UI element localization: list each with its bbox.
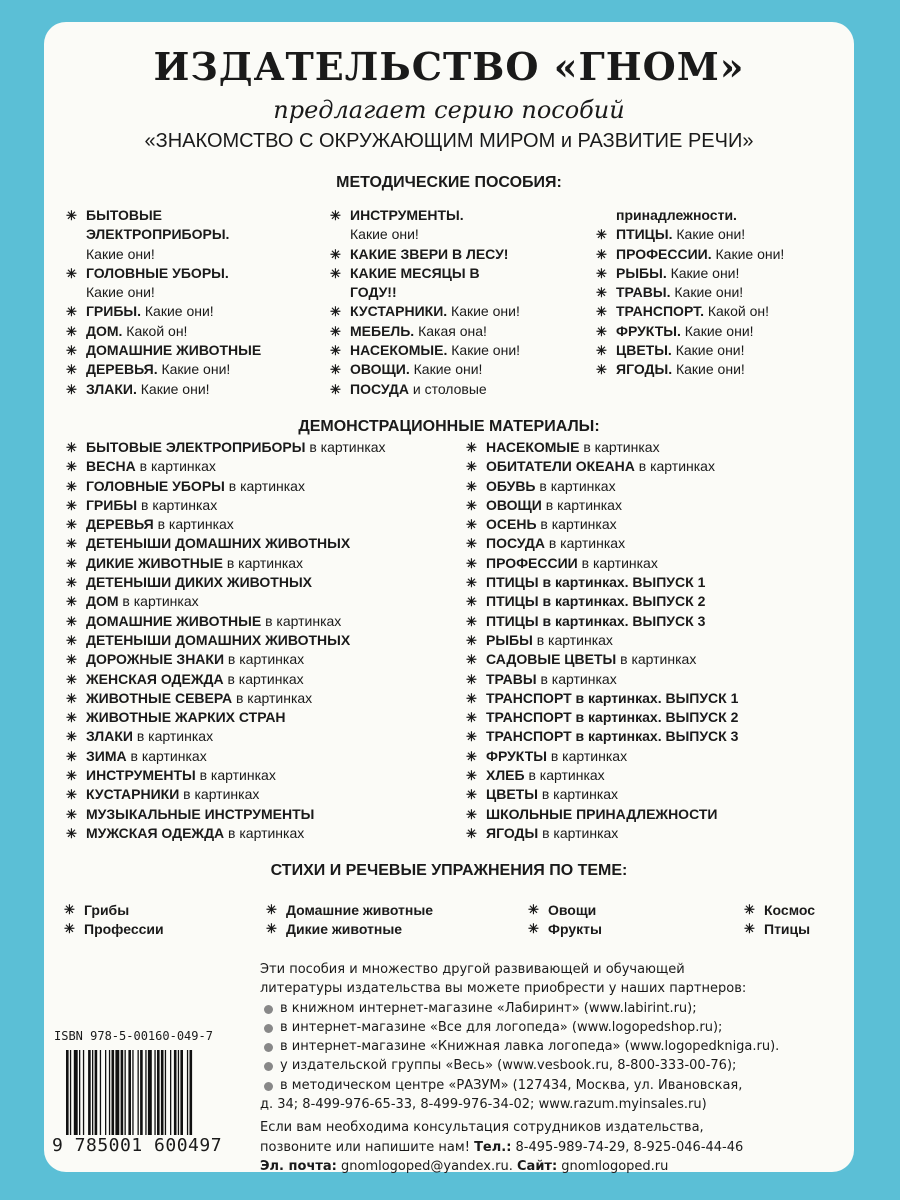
item-title: КУСТАРНИКИ. [350, 303, 448, 320]
barcode-bar [79, 1050, 80, 1140]
item-suffix: Какие они! [672, 361, 745, 378]
item-suffix: в картинках [135, 458, 216, 475]
list-item [64, 727, 464, 746]
item-suffix: Какие они! [350, 226, 419, 243]
item-title: ЦВЕТЫ [486, 786, 538, 803]
barcode-bar [70, 1050, 71, 1140]
item-suffix: в картинках [224, 651, 305, 668]
list-item [64, 612, 464, 631]
list-item [64, 360, 324, 379]
list-item [594, 341, 854, 360]
item-title: ОБУВЬ [486, 477, 536, 494]
list-item [594, 322, 854, 341]
item-title: ЯГОДЫ. [616, 361, 673, 378]
list-item [464, 592, 854, 611]
item-title: ТРАНСПОРТ в картинках. ВЫПУСК 3 [486, 728, 739, 745]
list-item [464, 573, 854, 592]
poem-item: ✳ Птицы [744, 921, 810, 937]
list-item [64, 206, 324, 264]
item-suffix: в картинках [537, 786, 619, 803]
item-title: ДЕТЕНЫШИ ДИКИХ ЖИВОТНЫХ [86, 574, 312, 591]
isbn: ISBN 978-5-00160-049-7 [54, 1029, 213, 1043]
item-suffix: в картинках [195, 767, 276, 784]
item-suffix: Какие они! [409, 361, 483, 378]
item-suffix: Какой он! [703, 303, 769, 320]
item-suffix: в картинках [536, 516, 617, 533]
list-item [64, 670, 464, 689]
list-item [464, 708, 854, 727]
item-title: ПОСУДА [486, 535, 545, 552]
barcode-bar [178, 1050, 179, 1140]
list-item [464, 670, 854, 689]
list-item [64, 534, 464, 553]
list-item [328, 360, 608, 379]
item-title: ГРИБЫ. [86, 303, 141, 320]
item-title: ТРАВЫ [486, 670, 537, 687]
item-suffix: в картинках [232, 689, 313, 706]
item-title: ОВОЩИ. [350, 361, 410, 378]
item-title: ТРАНСПОРТ в картинках. ВЫПУСК 1 [486, 689, 739, 706]
list-item [328, 380, 608, 399]
partner-item-continuation: д. 34; 8-499-976-65-33, 8-499-976-34-02; www.razum.myinsales.ru) [260, 1097, 707, 1113]
list-item [464, 534, 854, 553]
item-title: РЫБЫ [486, 631, 533, 648]
poem-item: ✳ Грибы [64, 902, 129, 918]
item-title: НАСЕКОМЫЕ. [350, 342, 448, 359]
list-item [594, 225, 854, 244]
item-suffix: Какие они! [711, 245, 785, 262]
list-item [464, 727, 854, 746]
publisher-title: ИЗДАТЕЛЬСТВО «ГНОМ» [153, 44, 745, 89]
poem-item: ✳ Дикие животные [266, 921, 402, 937]
tel-label: Тел.: [474, 1139, 512, 1155]
item-title: ФРУКТЫ [486, 747, 547, 764]
barcode-bar [140, 1050, 143, 1140]
item-title: ОБИТАТЕЛИ ОКЕАНА [486, 458, 635, 475]
barcode-bar [154, 1050, 155, 1140]
barcode-bar [100, 1050, 101, 1140]
list-item [464, 785, 854, 804]
barcode [62, 1050, 240, 1146]
barcode-bar [105, 1050, 106, 1140]
list-item [328, 341, 608, 360]
methodical-column-3 [594, 206, 854, 380]
poem-item: ✳ Овощи [528, 902, 596, 918]
email-label: Эл. почта: [260, 1158, 337, 1174]
list-item [594, 302, 854, 321]
item-suffix: Какие они! [666, 264, 740, 281]
item-suffix: в картинках [524, 767, 605, 784]
list-item [64, 496, 464, 515]
series-title: «ЗНАКОМСТВО С ОКРУЖАЮЩИМ МИРОМ и РАЗВИТИЕ РЕЧИ» [144, 130, 754, 152]
item-title: ПТИЦЫ в картинках. ВЫПУСК 1 [486, 574, 706, 591]
list-item [64, 573, 464, 592]
barcode-bar [170, 1050, 171, 1140]
list-item [64, 302, 324, 321]
barcode-bar [174, 1050, 177, 1140]
item-suffix: Какие они! [671, 342, 745, 359]
item-title: ЖИВОТНЫЕ СЕВЕРА [86, 689, 233, 706]
item-title: ПРОФЕССИИ [486, 554, 578, 571]
item-title: ЗИМА [86, 747, 127, 764]
item-title: ДОМАШНИЕ ЖИВОТНЫЕ [86, 342, 262, 359]
partners-info [260, 960, 840, 1176]
item-title: КУСТАРНИКИ [86, 786, 180, 803]
item-suffix: в картинках [222, 554, 304, 571]
item-title: ДЕРЕВЬЯ [86, 516, 154, 533]
list-item [64, 554, 464, 573]
list-item [64, 785, 464, 804]
item-title: ГОЛОВНЫЕ УБОРЫ. [86, 264, 229, 281]
item-title: КАКИЕ ЗВЕРИ В ЛЕСУ! [350, 245, 509, 262]
list-item [64, 515, 464, 534]
barcode-bar [148, 1050, 152, 1140]
item-suffix: Какие они! [141, 303, 214, 320]
item-title: ДОМАШНИЕ ЖИВОТНЫЕ [86, 612, 262, 629]
list-item [64, 631, 464, 650]
item-suffix: в картинках [153, 516, 234, 533]
subtitle: предлагает серию пособий [273, 96, 625, 124]
list-item [64, 747, 464, 766]
item-suffix: Какой он! [122, 322, 188, 339]
barcode-bar [121, 1050, 124, 1140]
item-suffix: в картинках [132, 728, 214, 745]
item-suffix: в картинках [224, 824, 305, 841]
list-item [464, 747, 854, 766]
list-item [464, 496, 854, 515]
item-suffix: Какие они! [86, 245, 155, 262]
item-suffix: Какие они! [157, 361, 231, 378]
info-text: Эти пособия и множество другой развивающей и обучающей [260, 962, 685, 977]
back-cover [44, 22, 854, 1172]
list-item [64, 766, 464, 785]
item-suffix: Какие они! [680, 322, 754, 339]
item-title: ДЕТЕНЫШИ ДОМАШНИХ ЖИВОТНЫХ [86, 535, 351, 552]
item-title: ПОСУДА [350, 380, 409, 397]
item-title: НАСЕКОМЫЕ [486, 439, 580, 455]
item-suffix: в картинках [223, 670, 304, 687]
info-text: позвоните или напишите нам! [260, 1139, 470, 1155]
list-item [328, 206, 608, 245]
barcode-bar [109, 1050, 110, 1140]
item-title: САДОВЫЕ ЦВЕТЫ [486, 651, 617, 668]
item-suffix: в картинках [305, 439, 386, 455]
email-value: gnomlogoped@yandex.ru. [336, 1158, 513, 1174]
item-title: ДОРОЖНЫЕ ЗНАКИ [86, 651, 225, 668]
item-suffix: в картинках [137, 496, 218, 513]
barcode-bar [66, 1050, 69, 1140]
item-title: ПТИЦЫ. [616, 226, 673, 243]
item-suffix: Какие они! [447, 303, 520, 320]
item-title: ТРАВЫ. [616, 284, 671, 301]
barcode-bar [115, 1050, 119, 1140]
list-item [64, 322, 324, 341]
barcode-bar [128, 1050, 131, 1140]
barcode-bar [157, 1050, 160, 1140]
item-title: ДЕТЕНЫШИ ДОМАШНИХ ЖИВОТНЫХ [86, 631, 351, 648]
list-item [64, 457, 464, 476]
item-suffix: в картинках [126, 747, 207, 764]
list-item [464, 477, 854, 496]
demo-column-1 [64, 438, 464, 843]
contact-line [260, 1157, 840, 1176]
barcode-bar [112, 1050, 115, 1140]
item-title: ВЕСНА [86, 458, 136, 475]
list-item [464, 631, 854, 650]
item-title: ШКОЛЬНЫЕ ПРИНАДЛЕЖНОСТИ [486, 805, 718, 822]
methodical-column-1 [64, 206, 324, 399]
barcode-bar [92, 1050, 93, 1140]
barcode-bar [190, 1050, 193, 1140]
poem-item: ✳ Профессии [64, 921, 164, 937]
item-title: МУЖСКАЯ ОДЕЖДА [86, 824, 225, 841]
barcode-bar [161, 1050, 164, 1140]
list-item [464, 824, 854, 843]
barcode-bar [88, 1050, 91, 1140]
list-item [594, 360, 854, 379]
list-item [464, 515, 854, 534]
list-item-continuation: принадлежности. [616, 207, 737, 223]
item-suffix: Какая она! [414, 322, 487, 339]
barcode-bar [132, 1050, 133, 1140]
poem-item: ✳ Домашние животные [266, 902, 433, 918]
list-item [64, 689, 464, 708]
item-suffix: в картинках [546, 747, 628, 764]
item-title: ПТИЦЫ в картинках. ВЫПУСК 3 [486, 612, 706, 629]
item-suffix: Какие они! [86, 284, 155, 301]
barcode-bar [145, 1050, 146, 1140]
item-suffix: в картинках [541, 496, 622, 513]
item-title: МУЗЫКАЛЬНЫЕ ИНСТРУМЕНТЫ [86, 805, 315, 822]
info-text: литературы издательства вы можете приобрести у наших партнеров: [260, 981, 747, 997]
demo-column-2 [464, 438, 854, 843]
item-title: МЕБЕЛЬ. [350, 322, 415, 339]
item-title: РЫБЫ. [616, 264, 667, 281]
barcode-bar [83, 1050, 84, 1140]
item-title: ХЛЕБ [486, 767, 525, 784]
item-title: ЗЛАКИ. [86, 380, 137, 397]
partner-item: у издательской группы «Весь» (www.vesbook.ru, 8-800-333-00-76); [260, 1056, 840, 1075]
list-item [64, 824, 464, 843]
item-suffix: в картинках [261, 612, 342, 629]
site-value: gnomlogoped.ru [557, 1158, 669, 1174]
item-title: ФРУКТЫ. [616, 322, 681, 339]
barcode-bar [187, 1050, 188, 1140]
list-item [64, 438, 464, 457]
item-title: ДОМ. [86, 322, 123, 339]
list-item [464, 438, 854, 457]
item-title: ОВОЩИ [486, 496, 542, 513]
item-suffix: в картинках [544, 535, 626, 552]
item-suffix: в картинках [224, 477, 305, 494]
item-title: ЖИВОТНЫЕ ЖАРКИХ СТРАН [86, 709, 286, 726]
list-item [328, 264, 608, 303]
barcode-bar [180, 1050, 183, 1140]
item-suffix: Какие они! [672, 226, 746, 243]
list-item [464, 457, 854, 476]
item-title: ТРАНСПОРТ. [616, 303, 704, 320]
item-title: КАКИЕ МЕСЯЦЫ В ГОДУ!! [350, 264, 480, 301]
list-item [464, 650, 854, 669]
item-title: ТРАНСПОРТ в картинках. ВЫПУСК 2 [486, 709, 739, 726]
item-suffix: в картинках [616, 651, 697, 668]
list-item [464, 766, 854, 785]
item-title: ДЕРЕВЬЯ. [86, 361, 158, 378]
list-item [64, 805, 464, 824]
item-title: ИНСТРУМЕНТЫ [86, 767, 196, 784]
list-item [464, 805, 854, 824]
barcode-bar [74, 1050, 78, 1140]
tel-value: 8-495-989-74-29, 8-925-046-44-46 [511, 1139, 744, 1155]
item-title: ЯГОДЫ [486, 824, 539, 841]
barcode-bar [165, 1050, 166, 1140]
item-title: ДОМ [86, 593, 119, 610]
list-item [328, 322, 608, 341]
contact-line [260, 1138, 840, 1157]
poems-heading: СТИХИ И РЕЧЕВЫЕ УПРАЖНЕНИЯ ПО ТЕМЕ: [270, 862, 628, 879]
list-item [64, 341, 324, 360]
item-suffix: Какие они! [136, 380, 210, 397]
list-item [64, 264, 324, 303]
partner-item: в методическом центре «РАЗУМ» (127434, Москва, ул. Ивановская, [260, 1076, 840, 1095]
item-title: ОСЕНЬ [486, 516, 537, 533]
partner-item: в книжном интернет-магазине «Лабиринт» (www.labirint.ru); [260, 999, 840, 1018]
item-suffix: в картинках [535, 477, 616, 494]
item-suffix: Какие они! [447, 342, 521, 359]
poem-item: ✳ Космос [744, 902, 815, 918]
item-title: ЗЛАКИ [86, 728, 133, 745]
list-item [594, 283, 854, 302]
item-suffix: в картинках [634, 458, 715, 475]
list-item [64, 477, 464, 496]
item-title: ЦВЕТЫ. [616, 342, 672, 359]
site-label: Сайт: [517, 1158, 558, 1174]
item-suffix: в картинках [538, 824, 619, 841]
poem-item: ✳ Фрукты [528, 921, 602, 937]
methodical-heading: МЕТОДИЧЕСКИЕ ПОСОБИЯ: [336, 174, 562, 191]
item-suffix: в картинках [532, 631, 613, 648]
item-title: ДИКИЕ ЖИВОТНЫЕ [86, 554, 223, 571]
item-suffix: в картинках [579, 439, 660, 455]
methodical-column-2 [328, 206, 608, 399]
list-item [328, 302, 608, 321]
item-title: ПРОФЕССИИ. [616, 245, 712, 262]
item-title: БЫТОВЫЕ ЭЛЕКТРОПРИБОРЫ [86, 439, 306, 455]
partner-item: в интернет-магазине «Все для логопеда» (www.logopedshop.ru); [260, 1018, 840, 1037]
item-title: БЫТОВЫЕ ЭЛЕКТРОПРИБОРЫ. [86, 207, 230, 243]
item-suffix: в картинках [179, 786, 260, 803]
list-item [64, 592, 464, 611]
demo-heading: ДЕМОНСТРАЦИОННЫЕ МАТЕРИАЛЫ: [298, 418, 600, 435]
barcode-bar [95, 1050, 98, 1140]
item-title: ГОЛОВНЫЕ УБОРЫ [86, 477, 225, 494]
list-item [328, 245, 608, 264]
list-item [594, 264, 854, 283]
list-item [464, 554, 854, 573]
item-title: ИНСТРУМЕНТЫ. [350, 207, 464, 223]
list-item [64, 708, 464, 727]
list-item [64, 380, 324, 399]
info-text: Если вам необходима консультация сотрудников издательства, [260, 1120, 704, 1136]
item-suffix: и столовые [408, 380, 487, 397]
item-suffix: Какие они! [670, 284, 744, 301]
barcode-bar [138, 1050, 139, 1140]
list-item [594, 245, 854, 264]
item-suffix: в картинках [118, 593, 199, 610]
list-item [464, 612, 854, 631]
barcode-bar [125, 1050, 126, 1140]
item-title: ГРИБЫ [86, 496, 138, 513]
item-title: ПТИЦЫ в картинках. ВЫПУСК 2 [486, 593, 706, 610]
item-suffix: в картинках [536, 670, 617, 687]
partner-item: в интернет-магазине «Книжная лавка логопеда» (www.logopedkniga.ru). [260, 1037, 840, 1056]
item-suffix: в картинках [577, 554, 658, 571]
list-item [64, 650, 464, 669]
item-title: ЖЕНСКАЯ ОДЕЖДА [86, 670, 224, 687]
barcode-number: 9 785001 600497 [52, 1135, 223, 1156]
list-item [464, 689, 854, 708]
